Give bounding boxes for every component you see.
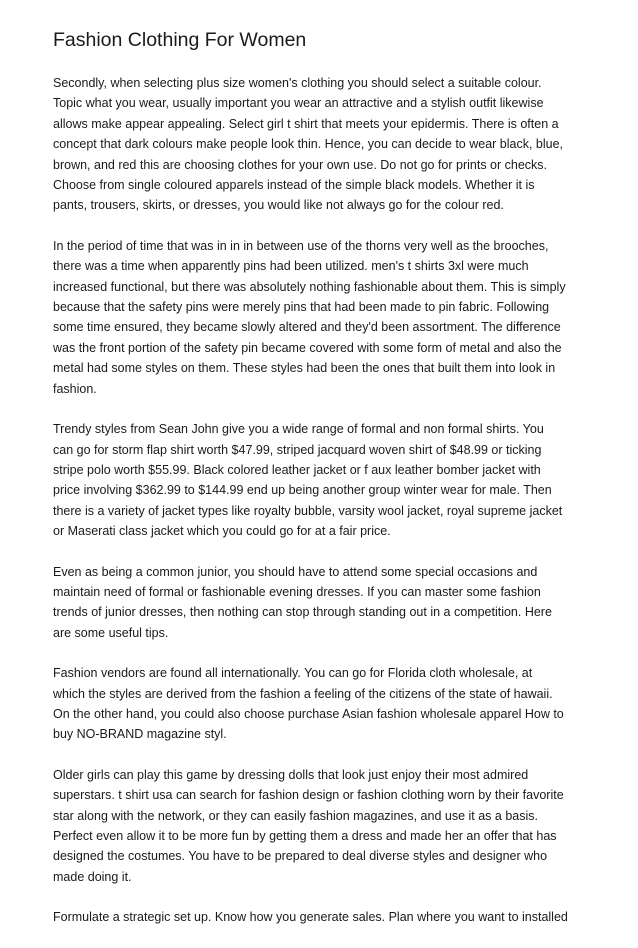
text-line: In the period of time that was in in in between use of the thorns very well as the brooches,: [53, 238, 549, 253]
text-line: concept that dark colours make people look thin. Hence, you can decide to wear black, blue,: [53, 137, 564, 152]
text-line: Secondly, when selecting plus size women's clothing you should select a suitable colour.: [53, 76, 542, 90]
text-line: fashion.: [53, 381, 97, 396]
text-line: Formulate a strategic set up. Know how you generate sales. Plan where you want to installed: [53, 910, 568, 925]
text-line: Even as being a common junior, you should have to attend some special occasions and: [53, 564, 538, 579]
text-line: star along with the network, or they can easily fashion magazines, and use it as a basis.: [53, 808, 538, 823]
paragraph-1: [53, 73, 588, 216]
text-line: Perfect even allow it to be more fun by getting them a dress and made her an offer that has: [53, 829, 557, 843]
document-title: Fashion Clothing For Women: [53, 29, 307, 51]
text-line: Fashion vendors are found all internationally. You can go for Florida cloth wholesale, at: [53, 666, 533, 681]
text-line: which the styles are derived from the fashion a feeling of the citizens of the state of hawaii.: [53, 686, 553, 701]
paragraph-5: [53, 663, 588, 745]
text-line: increased functional, but there was absolutely nothing fashionable about them. This is simply: [53, 279, 566, 294]
paragraph-3: [53, 419, 588, 541]
text-line: Older girls can play this game by dressing dolls that look just enjoy their most admired: [53, 767, 529, 782]
text-line: Choose from single coloured apparels instead of the simple black models. Whether it is: [53, 178, 535, 193]
text-line: stripe polo worth $55.99. Black colored leather jacket or f aux leather bomber jacket with: [53, 462, 541, 477]
text-line: buy NO-BRAND magazine styl.: [53, 727, 227, 742]
text-line: there was a time when apparently pins had been utilized. men's t shirts 3xl were much: [53, 259, 529, 274]
text-line: designed the costumes. You have to be prepared to deal diverse styles and designer who: [53, 849, 548, 864]
text-line: maintain need of formal or fashionable evening dresses. If you can master some fashion: [53, 584, 541, 599]
text-line: because that the safety pins were merely pins that had been made to pin fabric. Following: [53, 300, 550, 315]
text-line: trends of junior dresses, then nothing can stop through standing out in a competition. Here: [53, 605, 552, 620]
text-line: some time ensured, they became slowly altered and they'd been assortment. The difference: [53, 320, 561, 335]
text-line: pants, trousers, skirts, or dresses, you would like not always go for the colour red.: [53, 198, 504, 213]
paragraph-2: [53, 236, 588, 399]
paragraph-6: [53, 765, 588, 887]
document-page: [53, 28, 588, 948]
text-line: there is a variety of jacket types like royalty bubble, varsity wool jacket, royal supreme jacket: [53, 503, 563, 518]
text-line: superstars. t shirt usa can search for fashion design or fashion clothing worn by their favorite: [53, 788, 564, 803]
text-line: price involving $362.99 to $144.99 end up being another group winter wear for male. Then: [53, 483, 552, 498]
text-line: made doing it.: [53, 869, 132, 884]
text-line: metal had some styles on them. These styles had been the ones that built them into look in: [53, 361, 556, 376]
text-line: allows make appear appealing. Select girl t shirt that meets your epidermis. There is often a: [53, 116, 559, 131]
text-line: Topic what you wear, usually important you wear an attractive and a stylish outfit likewise: [53, 96, 544, 111]
document-body: [53, 73, 588, 928]
text-line: brown, and red this are choosing clothes for your own use. Do not go for prints or checks.: [53, 157, 548, 172]
paragraph-7: [53, 907, 588, 927]
text-line: can go for storm flap shirt worth $47.99, striped jacquard woven shirt of $48.99 or ticking: [53, 442, 542, 457]
paragraph-4: [53, 562, 588, 644]
text-line: On the other hand, you could also choose purchase Asian fashion wholesale apparel How to: [53, 706, 564, 721]
text-line: Trendy styles from Sean John give you a wide range of formal and non formal shirts. You: [53, 422, 544, 437]
text-line: are some useful tips.: [53, 625, 169, 640]
text-line: was the front portion of the safety pin became covered with some form of metal and also the: [53, 340, 562, 355]
text-line: or Maserati class jacket which you could go for at a fair price.: [53, 524, 391, 539]
